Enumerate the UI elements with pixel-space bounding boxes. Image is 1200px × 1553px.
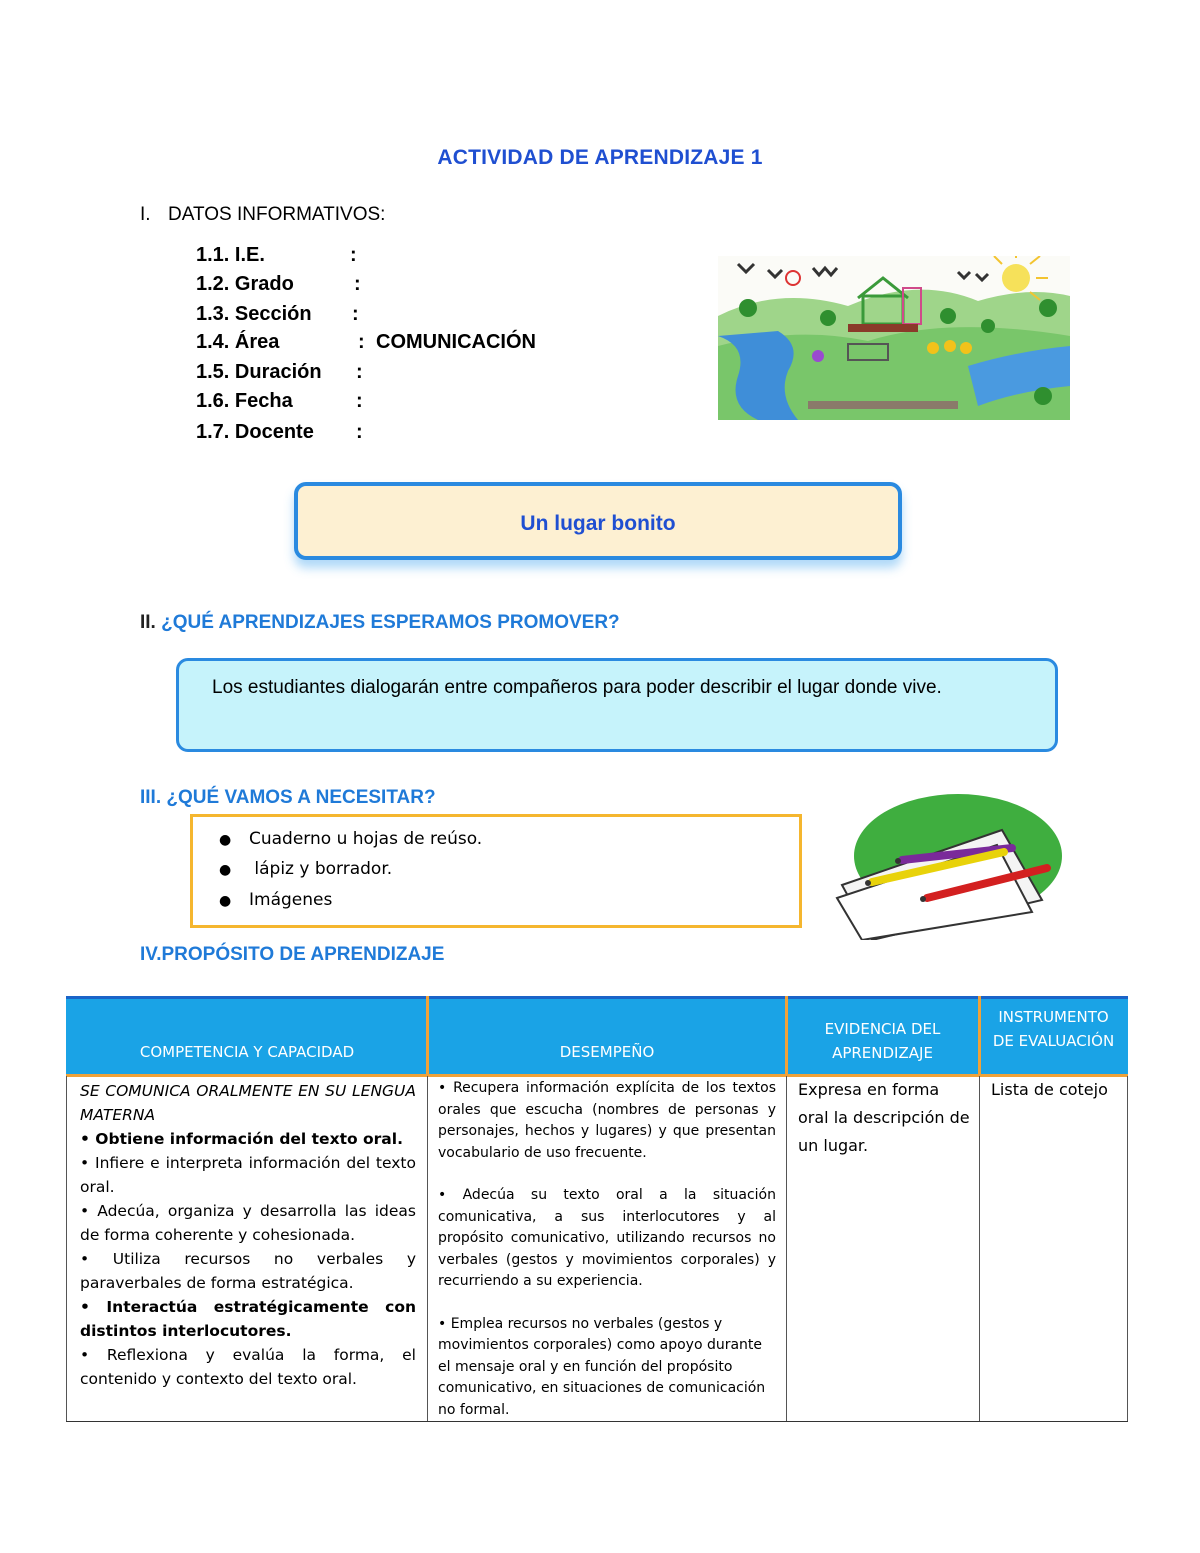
info-label: 1.4. Área: [196, 331, 280, 353]
col-divider: [786, 1076, 787, 1422]
header-col-divider: [785, 996, 788, 1076]
info-row-area: [196, 331, 616, 359]
desempeno-item: • Emplea recursos no verbales (gestos y movimientos corporales) como apoyo durante el mensaje oral y en función del propósito comunicativo, en situaciones de comunicación no formal.: [438, 1315, 766, 1418]
info-colon: :: [356, 361, 363, 383]
purpose-table: [66, 996, 1128, 1424]
info-row-ie: [196, 244, 616, 272]
section4-heading: [140, 944, 444, 966]
info-row-duracion: [196, 361, 616, 389]
info-label: 1.7. Docente: [196, 421, 314, 443]
info-row-fecha: [196, 390, 616, 418]
col-divider: [979, 1076, 980, 1422]
instrumento-cell: [991, 1076, 1121, 1104]
bullet-icon: ●: [219, 832, 232, 848]
section1-title: DATOS INFORMATIVOS:: [168, 204, 386, 225]
competencia-title: SE COMUNICA ORALMENTE EN SU LENGUA MATERNA: [80, 1082, 416, 1124]
capacidad-item: • Interactúa estratégicamente con distintos interlocutores.: [80, 1298, 416, 1340]
learning-goal-text: Los estudiantes dialogarán entre compañeros para poder describir el lugar donde vive.: [212, 677, 942, 698]
info-colon: :: [354, 273, 361, 295]
section2-title: ¿QUÉ APRENDIZAJES ESPERAMOS PROMOVER?: [161, 612, 620, 633]
desempeno-cell: [438, 1078, 776, 1421]
info-value: COMUNICACIÓN: [376, 331, 536, 353]
desempeno-item: • Recupera información explícita de los textos orales que escucha (nombres de personas y personajes, hechos y lugares) y que presentan vocabulario de uso frecuente.: [438, 1080, 776, 1161]
section3-heading: [140, 787, 436, 809]
instrumento-text: Lista de cotejo: [991, 1080, 1108, 1099]
info-row-docente: [196, 421, 616, 449]
pencils-paper-image: [832, 790, 1064, 940]
info-label: 1.2. Grado: [196, 273, 294, 295]
info-row-grado: [196, 273, 616, 301]
capacidad-item: • Utiliza recursos no verbales y paraverbales de forma estratégica.: [80, 1250, 416, 1292]
capacidad-item: • Reflexiona y evalúa la forma, el contenido y contexto del texto oral.: [80, 1346, 416, 1388]
info-label: 1.5. Duración: [196, 361, 322, 383]
topic-box: [294, 482, 902, 560]
section1-roman: I.: [140, 204, 151, 225]
info-colon: :: [352, 303, 359, 325]
materials-box: [190, 814, 802, 928]
section2-roman: II.: [140, 612, 156, 633]
section4-title: IV.PROPÓSITO DE APRENDIZAJE: [140, 944, 445, 965]
section3-title: ¿QUÉ VAMOS A NECESITAR?: [166, 787, 436, 808]
topic-title: Un lugar bonito: [520, 512, 676, 535]
info-colon: :: [358, 331, 365, 353]
capacidad-item: • Obtiene información del texto oral.: [80, 1130, 403, 1148]
table-bottom-border: [66, 1421, 1128, 1422]
materials-item: ● Cuaderno u hojas de reúso.: [219, 829, 483, 849]
info-row-seccion: [196, 303, 616, 331]
table-header-evidencia: EVIDENCIA DEL APRENDIZAJE: [786, 996, 979, 1076]
bullet-icon: ●: [219, 893, 232, 909]
info-label: 1.1. I.E.: [196, 244, 265, 266]
info-label: 1.6. Fecha: [196, 390, 293, 412]
col-divider: [427, 1076, 428, 1422]
table-header-competencia: COMPETENCIA Y CAPACIDAD: [66, 996, 428, 1076]
info-colon: :: [350, 244, 357, 266]
table-header-desempeno: DESEMPEÑO: [428, 996, 786, 1076]
section2-heading: [140, 612, 620, 634]
table-header-instrumento: INSTRUMENTO DE EVALUACIÓN: [979, 996, 1128, 1076]
col-divider: [66, 1076, 67, 1422]
desempeno-item: • Adecúa su texto oral a la situación comunicativa, a sus interlocutores y al propósito comunicativo, utilizando recursos no verbales (gestos y movimientos corporales) y recurriendo a su experiencia.: [438, 1187, 776, 1289]
competencia-cell: [80, 1079, 416, 1391]
col-divider: [1127, 1076, 1128, 1422]
materials-item: ● Imágenes: [219, 890, 333, 910]
info-colon: :: [356, 421, 363, 443]
town-drawing-image: [718, 256, 1070, 420]
info-colon: :: [356, 390, 363, 412]
info-label: 1.3. Sección: [196, 303, 312, 325]
bullet-icon: ●: [219, 862, 232, 878]
capacidad-item: • Adecúa, organiza y desarrolla las ideas de forma coherente y cohesionada.: [80, 1202, 416, 1244]
section3-roman: III.: [140, 787, 162, 808]
learning-goal-box: [176, 658, 1058, 752]
capacidad-item: • Infiere e interpreta información del texto oral.: [80, 1154, 416, 1196]
evidencia-cell: [798, 1076, 970, 1160]
page-title: ACTIVIDAD DE APRENDIZAJE 1: [437, 146, 763, 169]
header-col-divider: [978, 996, 981, 1076]
header-col-divider: [426, 996, 429, 1076]
evidencia-text: Expresa en forma oral la descripción de un lugar.: [798, 1080, 970, 1155]
section1-heading: [140, 204, 385, 226]
materials-item: ● lápiz y borrador.: [219, 859, 393, 879]
